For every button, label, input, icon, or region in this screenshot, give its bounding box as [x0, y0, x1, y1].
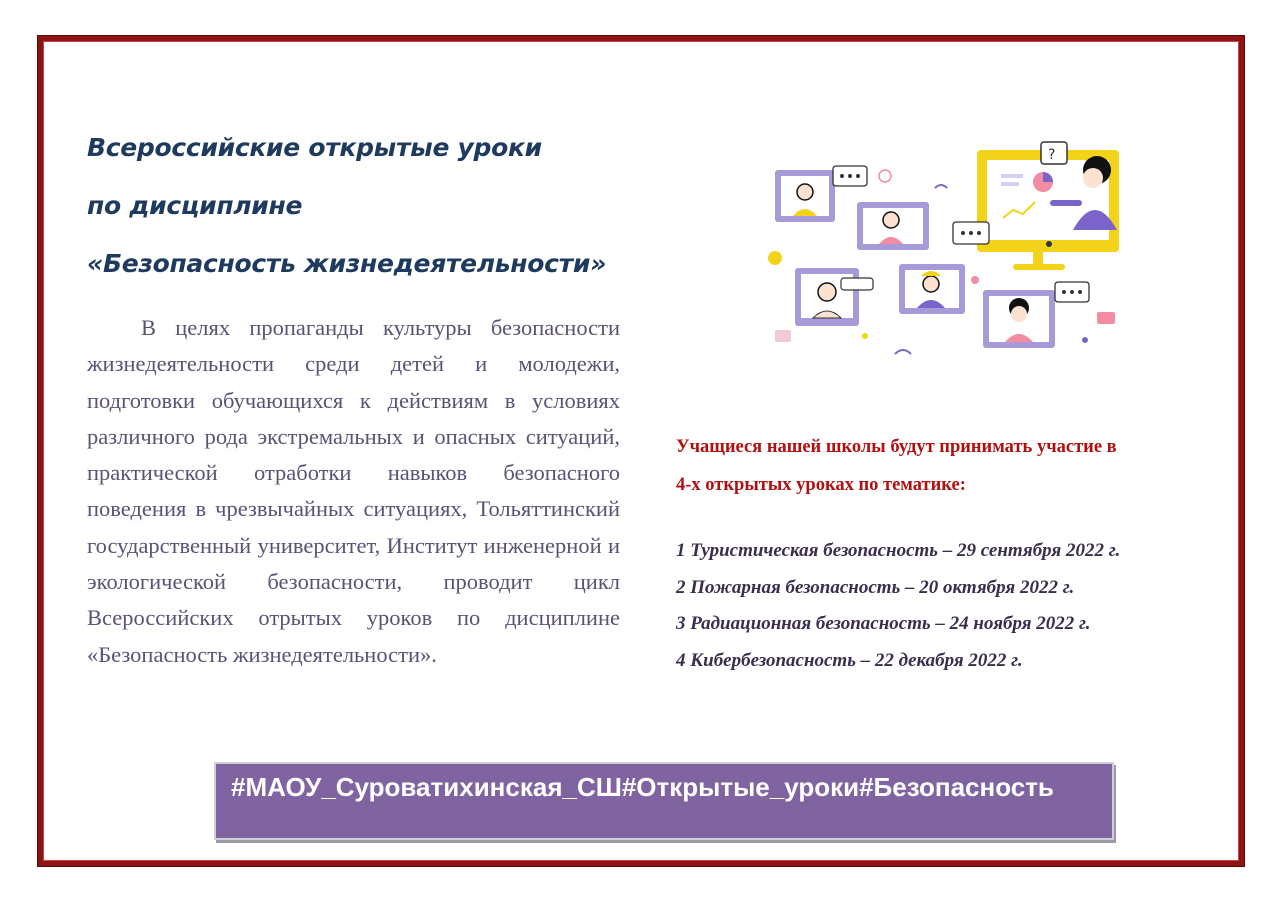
hashtag-banner: #МАОУ_Суроватихинская_СШ#Открытые_уроки#Безопасность	[214, 762, 1114, 840]
announcement	[676, 428, 1236, 504]
announcement-line-1: Учащиеся нашей школы будут принимать участие в	[676, 437, 1117, 457]
topic-item: 3 Радиационная безопасность – 24 ноября 2022 г.	[676, 613, 1091, 634]
topics-list	[676, 533, 1120, 679]
topic-item: 4 Кибербезопасность – 22 декабря 2022 г.	[676, 649, 1023, 671]
announcement-line-2: 4-х открытых уроках по тематике:	[676, 475, 966, 495]
topic-item: 2 Пожарная безопасность – 20 октября 2022 г.	[676, 576, 1075, 598]
body-paragraph: В целях пропаганды культуры безопасности жизнедеятельности среди детей и молодежи, подготовки обучающихся к действиям в условиях различного рода экстремальных и опасных ситуаций, практической отработки навыков безопасного поведения в чрезвычайных ситуациях, Тольяттинский государственный университет, Институт инженерной и экологической безопасности, проводит цикл Всероссийских отрытых уроков по дисциплине «Безопасность жизнедеятельности».	[87, 315, 620, 667]
online-lesson-illustration	[745, 140, 1145, 370]
title-line-3: «Безопасность жизнедеятельности»	[87, 249, 607, 278]
topic-item: 1 Туристическая безопасность – 29 сентября 2022 г.	[676, 540, 1121, 561]
svg-text:?: ?	[1048, 147, 1056, 163]
title-line-1: Всероссийские открытые уроки	[87, 133, 542, 162]
title-line-2: по дисциплине	[87, 191, 303, 220]
